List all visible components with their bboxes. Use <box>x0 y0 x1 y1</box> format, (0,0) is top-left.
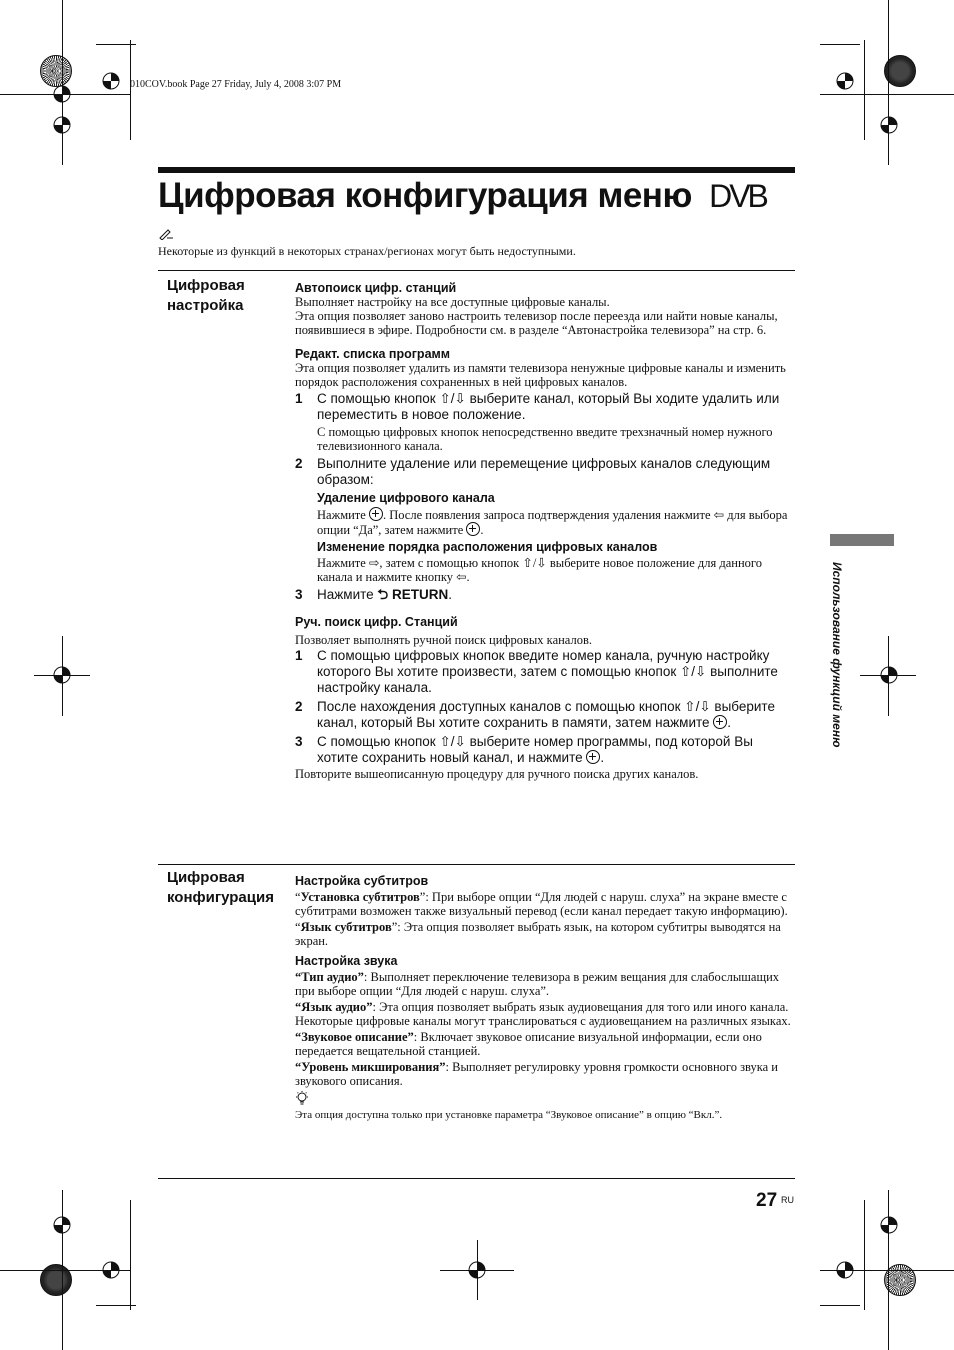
ok-button-icon <box>713 715 727 729</box>
item-text: : Эта опция позволяет выбрать язык, на котором субтитры выводятся на экран. <box>295 920 781 948</box>
text-run: . После появления запроса подтверждения удаления нажмите ⇦ для выбора опции “Да”, затем нажмите <box>317 508 788 537</box>
color-target-icon <box>40 1264 72 1296</box>
step-number: 1 <box>295 648 303 663</box>
step-number: 1 <box>295 391 303 406</box>
section-title-line: Цифровая <box>167 277 245 294</box>
item-text: : Выполняет переключение телевизора в режим вещания для слабослышащих при выборе опции “Для людей с наруш. слуха”. <box>295 970 780 998</box>
step-note: С помощью цифровых кнопок непосредственно введите трехзначный номер нужного телевизионного канала. <box>317 425 773 453</box>
registration-mark-icon <box>876 662 902 688</box>
step-text: С помощью кнопок ⇧/⇩ выберите номер программы, под которой Вы хотите сохранить новый канал, и нажмите <box>317 734 753 765</box>
header-info: 010COV.book Page 27 Friday, July 4, 2008 3:07 PM <box>130 79 342 90</box>
divider <box>158 1178 795 1179</box>
delete-channel-text <box>295 507 795 537</box>
item-text: : Эта опция позволяет выбрать язык аудиовещания для того или иного канала. Некоторые цифровые каналы могут транслироваться с аудиовещанием на различных языках. <box>295 1000 791 1028</box>
delete-channel-heading: Удаление цифрового канала <box>317 491 495 505</box>
side-tab-bar <box>830 534 894 546</box>
subtitles-heading: Настройка субтитров <box>295 874 429 888</box>
item-text: : Выполняет регулировку уровня громкости основного звука и звукового описания. <box>295 1060 778 1088</box>
return-icon: ⮌ <box>377 587 389 602</box>
step-text: После нахождения доступных каналов с помощью кнопок ⇧/⇩ выберите канал, который Вы хотите сохранить в памяти, затем нажмите <box>317 699 775 730</box>
sound-item <box>295 1030 795 1058</box>
registration-mark-icon <box>49 1212 75 1238</box>
edit-list-heading: Редакт. списка программ <box>295 347 451 361</box>
section-title-digital-setup <box>167 276 245 316</box>
registration-mark-icon <box>98 68 124 94</box>
step-item <box>295 734 795 766</box>
item-label: Язык субтитров <box>300 920 392 934</box>
registration-mark-icon <box>464 1257 490 1283</box>
sound-item <box>295 1000 795 1028</box>
tip-text: Эта опция доступна только при установке параметра “Звуковое описание” в опцию “Вкл.”. <box>295 1109 723 1121</box>
step-number: 2 <box>295 699 303 714</box>
step-item <box>295 587 795 603</box>
section-digital-setup-content <box>295 281 795 781</box>
registration-mark-icon <box>832 1257 858 1283</box>
page-title-text: Цифровая конфигурация меню <box>158 176 692 215</box>
side-tab-text: Использование функций меню <box>830 562 844 748</box>
sound-item <box>295 1060 795 1088</box>
return-label: RETURN <box>392 587 449 602</box>
ok-button-icon <box>586 750 600 764</box>
step-text: . <box>448 587 453 602</box>
manual-search-text: Позволяет выполнять ручной поиск цифровых каналов. <box>295 633 592 647</box>
sound-item <box>295 970 795 998</box>
manual-search-footer: Повторите вышеописанную процедуру для ручного поиска других каналов. <box>295 767 699 781</box>
item-text: : При выборе опции “Для людей с наруш. слуха” на экране вместе с субтитрами возможен также визуальный перевод (если канал передает такую информацию). <box>295 890 788 918</box>
manual-search-heading: Руч. поиск цифр. Станций <box>295 615 458 629</box>
step-number: 3 <box>295 587 303 602</box>
step-text: С помощью кнопок ⇧/⇩ выберите канал, который Вы ходите удалить или переместить в новое положение. <box>317 391 780 422</box>
step-number: 3 <box>295 734 303 749</box>
section-title-line: настройка <box>167 297 244 314</box>
ok-button-icon <box>369 507 383 521</box>
autosearch-text: Выполняет настройку на все доступные цифровые каналы. <box>295 295 610 309</box>
ok-button-icon <box>466 522 480 536</box>
sound-heading: Настройка звука <box>295 954 398 968</box>
page-title <box>158 176 766 216</box>
note-text: Некоторые из функций в некоторых странах/регионах могут быть недоступными. <box>158 244 576 258</box>
section-digital-config-content <box>295 874 795 1122</box>
registration-mark-icon <box>832 68 858 94</box>
registration-mark-icon <box>49 112 75 138</box>
reorder-channel-heading: Изменение порядка расположения цифровых каналов <box>317 540 658 554</box>
subtitles-item: “Язык субтитров”: Эта опция позволяет выбрать язык, на котором субтитры выводятся на экран. <box>295 920 781 948</box>
step-item <box>295 699 795 731</box>
title-rule <box>158 167 795 173</box>
section-title-line: Цифровая <box>167 869 245 886</box>
step-text: Нажмите <box>317 587 378 602</box>
registration-mark-icon <box>49 662 75 688</box>
item-label: “Уровень микширования” <box>295 1060 446 1074</box>
registration-mark-icon <box>876 1212 902 1238</box>
autosearch-heading: Автопоиск цифр. станций <box>295 281 457 295</box>
page-language: RU <box>781 1195 794 1205</box>
text-run: . <box>480 523 484 537</box>
divider <box>158 270 795 271</box>
step-item <box>295 456 795 488</box>
tip-bulb-icon <box>295 1091 309 1107</box>
subtitles-item: “Установка субтитров”: При выборе опции “Для людей с наруш. слуха” на экране вместе с субтитрами возможен также визуальный перевод (если канал передает такую информацию). <box>295 890 788 918</box>
step-text: Выполните удаление или перемещение цифровых каналов следующим образом: <box>317 456 771 487</box>
side-tab-label <box>827 560 847 800</box>
dvb-badge: DVB <box>709 178 766 214</box>
registration-mark-icon <box>98 1257 124 1283</box>
step-text: . <box>727 715 732 730</box>
item-label: “Тип аудио” <box>295 970 364 984</box>
registration-mark-icon <box>876 112 902 138</box>
step-item <box>295 391 795 423</box>
section-title-line: конфигурация <box>167 889 274 906</box>
note-pencil-icon <box>158 228 174 240</box>
text-run: Нажмите <box>317 508 369 522</box>
section-title-digital-config <box>167 868 274 908</box>
step-text: . <box>600 750 605 765</box>
item-label: “Звуковое описание” <box>295 1030 414 1044</box>
item-text: : Включает звуковое описание визуальной информации, если оно передается вещательной станцией. <box>295 1030 762 1058</box>
step-text: С помощью цифровых кнопок введите номер канала, ручную настройку которого Вы хотите произвести, затем с помощью кнопок ⇧/⇩ выполните настройку канала. <box>317 648 778 695</box>
page-number: 27 <box>756 1190 778 1211</box>
edit-list-text: Эта опция позволяет удалить из памяти телевизора ненужные цифровые каналы и изменить порядок расположения сохраненных в ней цифровых каналов. <box>295 361 786 389</box>
item-label: “Язык аудио” <box>295 1000 373 1014</box>
item-label: Установка субтитров <box>300 890 420 904</box>
reorder-channel-text: Нажмите ⇨, затем с помощью кнопок ⇧/⇩ выберите новое положение для данного канала и нажмите кнопку ⇦. <box>317 556 762 584</box>
step-item <box>295 648 795 696</box>
autosearch-text: Эта опция позволяет заново настроить телевизор после переезда или найти новые каналы, появившиеся в эфире. Подробности см. в разделе “Автонастройка телевизора” на стр. 6. <box>295 309 778 337</box>
step-number: 2 <box>295 456 303 471</box>
divider <box>158 864 795 865</box>
registration-mark-icon <box>49 81 75 107</box>
